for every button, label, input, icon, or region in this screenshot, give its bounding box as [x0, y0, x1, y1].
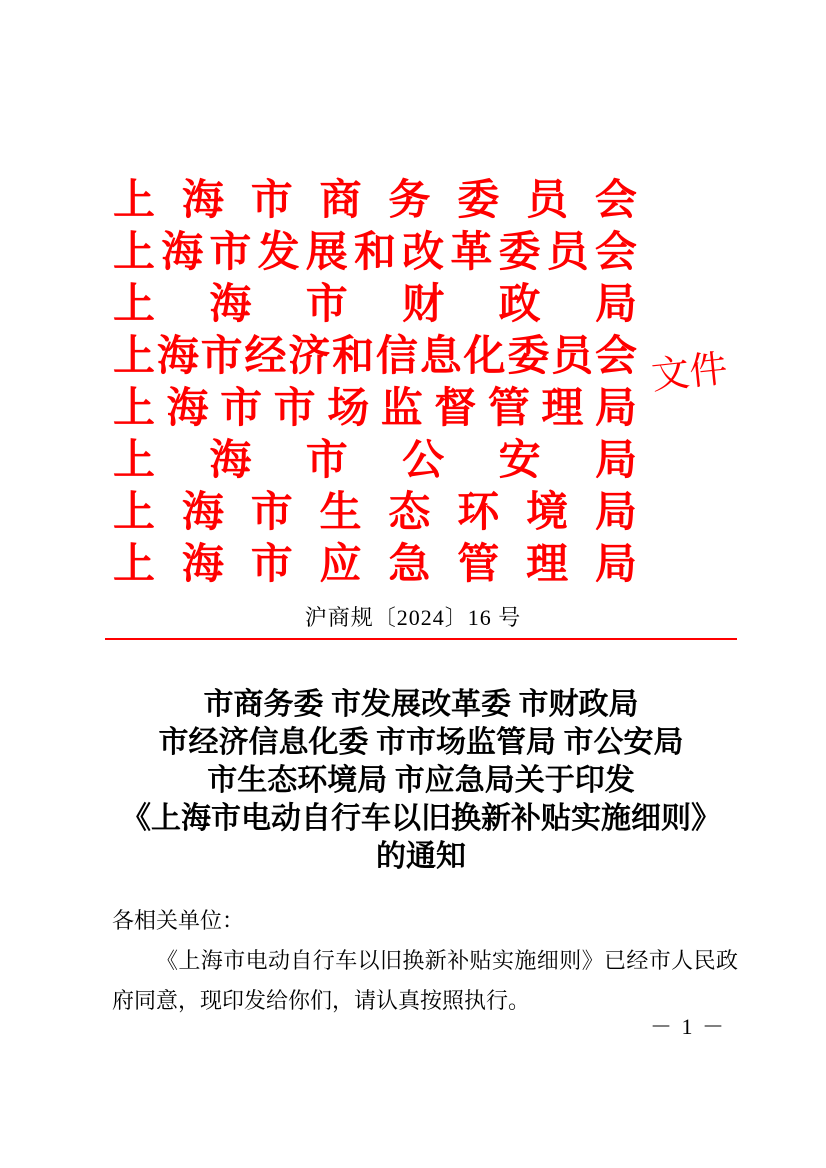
- title-line: 《上海市电动自行车以旧换新补贴实施细则》: [121, 802, 721, 835]
- document-label: 文件: [649, 348, 730, 398]
- document-number: 沪商规〔2024〕16 号: [304, 605, 522, 630]
- title-line: 市生态环境局 市应急局关于印发: [207, 764, 635, 797]
- title-line: 的通知: [376, 840, 466, 873]
- agency-name: 上 海 市 应 急 管 理 局: [113, 542, 637, 588]
- agency-name: 上 海 市 公 安 局: [113, 438, 637, 484]
- page-number: － 1 －: [649, 1014, 726, 1039]
- salutation: 各相关单位：: [112, 908, 245, 933]
- agency-name: 上 海 市 商 务 委 员 会: [113, 178, 637, 224]
- notice-title: [95, 686, 747, 876]
- issuing-agencies-header: [113, 171, 637, 587]
- agency-name: 上 海 市 生 态 环 境 局: [113, 490, 637, 536]
- agency-name: 上 海 市 经 济 和 信 息 化 委 员 会: [113, 334, 637, 380]
- notice-body: [112, 901, 738, 1021]
- title-line: 市商务委 市发展改革委 市财政局: [203, 688, 639, 721]
- agency-name: 上 海 市 市 场 监 督 管 理 局: [113, 386, 637, 432]
- red-divider-line: [105, 638, 737, 640]
- agency-name: 上 海 市 财 政 局: [113, 282, 637, 328]
- title-line: 市经济信息化委 市市场监管局 市公安局: [158, 726, 684, 759]
- body-paragraph: 《上海市电动自行车以旧换新补贴实施细则》已经市人民政府同意，现印发给你们，请认真按照执行。: [112, 948, 738, 1013]
- agency-name: 上 海 市 发 展 和 改 革 委 员 会: [113, 230, 637, 276]
